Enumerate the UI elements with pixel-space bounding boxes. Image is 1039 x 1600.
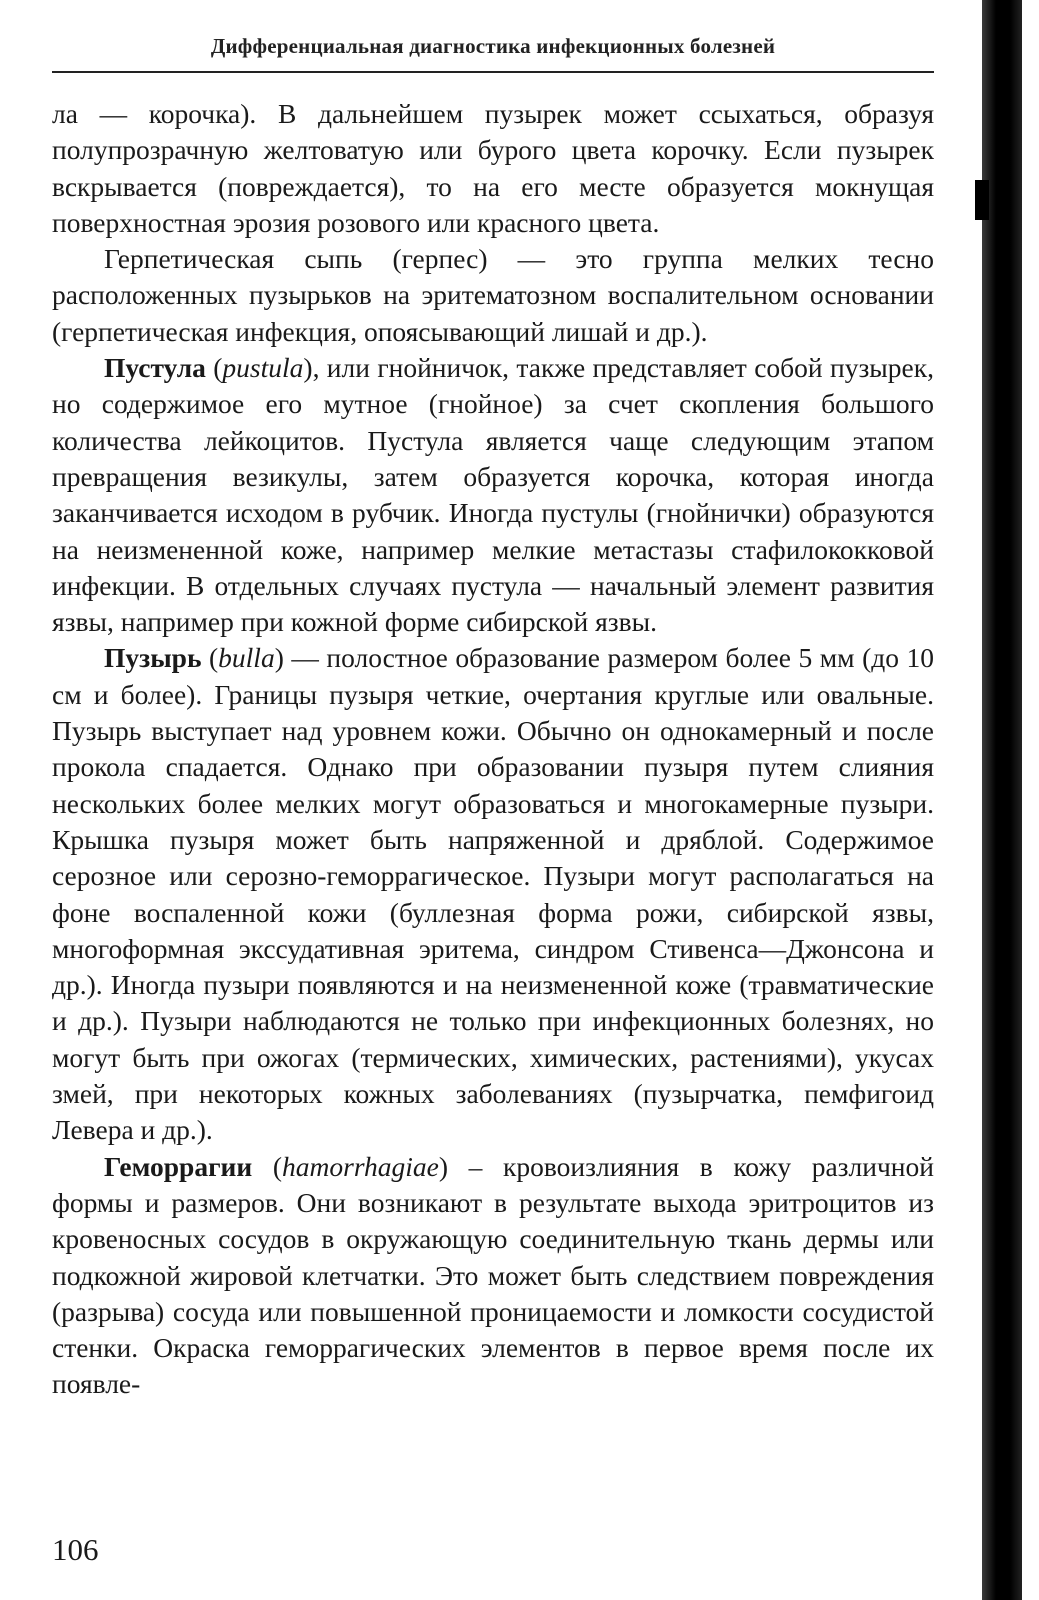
paragraph-hemorrhage bbox=[52, 1149, 934, 1403]
paragraph-text: ) — полостное образование размером более 5 мм (до 10 см и более). Границы пузыря четкие, очертания круглые или овальные. Пузырь выступает над уровнем кожи. Обычно он однокамерный и после прокола спадается. Однако при образовании пузыря путем слияния нескольких более мелких могут образоваться и многокамерные пузыри. Крышка пузыря может быть напряженной и дряблой. Содержимое серозное или серозно-геморрагическое. Пузыри могут располагаться на фоне воспаленной кожи (буллезная форма рожи, сибирской язвы, многоформная экссудативная эритема, синдром Стивенса—Джонсона и др.). Иногда пузыри появляются и на неизмененной коже (травматические и др.). Пузыри наблюдаются не только при инфекционных болезнях, но могут быть при ожогах (термических, химических, растениями), укусах змей, при некоторых кожных заболеваниях (пузырчатка, пемфигоид Левера и др.). bbox=[52, 642, 934, 1146]
paragraph-continued bbox=[52, 96, 934, 241]
paragraph-text: ) – кровоизлияния в кожу различной формы и размеров. Они возникают в результате выхода эритроцитов из кровеносных сосудов в окружающую соединительную ткань дермы или подкожной жировой клетчатки. Это может быть следствием повреждения (разрыва) сосуда или повышенной проницаемости и ломкости сосудистой стенки. Окраска геморрагических элементов в первое время после их появле- bbox=[52, 1150, 934, 1400]
book-spine-notch bbox=[975, 180, 989, 220]
paragraph-text: ( bbox=[201, 642, 219, 674]
latin-term-bulla: bulla bbox=[218, 642, 275, 674]
term-hemorrhage: Геморрагии bbox=[104, 1150, 253, 1182]
term-bulla: Пузырь bbox=[104, 642, 202, 674]
paragraph-herpetic-rash bbox=[52, 241, 934, 350]
page-number: 106 bbox=[52, 1532, 99, 1567]
latin-term-pustula: pustula bbox=[222, 352, 304, 384]
paragraph-bulla bbox=[52, 640, 934, 1148]
running-header: Дифференциальная диагностика инфекционных болезней bbox=[210, 34, 776, 58]
paragraph-text: ( bbox=[252, 1150, 283, 1182]
paragraph-text: ла — корочка). В дальнейшем пузырек может ссыхаться, образуя полупрозрачную желтоватую или бурого цвета корочку. Если пузырек вскрывается (повреждается), то на его месте образуется мокнущая поверхностная эрозия розового или красного цвета. bbox=[52, 98, 934, 238]
term-pustule: Пустула bbox=[104, 352, 206, 384]
paragraph-text: ), или гнойничок, также представляет собой пузырек, но содержимое его мутное (гнойное) за счет скопления большого количества лейкоцитов. Пустула является чаще следующим этапом превращения везикулы, затем образуется корочка, которая иногда заканчивается исходом в рубчик. Иногда пустулы (гнойнички) образуются на неизмененной коже, например мелкие метастазы стафилококковой инфекции. В отдельных случаях пустула — начальный элемент развития язвы, например при кожной форме сибирской язвы. bbox=[52, 352, 934, 638]
book-spine-shadow bbox=[982, 0, 1022, 1600]
paragraph-pustule bbox=[52, 350, 934, 640]
paragraph-text: Герпетическая сыпь (герпес) — это группа мелких тесно расположенных пузырьков на эритематозном воспалительном основании (герпетическая инфекция, опоясывающий лишай и др.). bbox=[52, 243, 934, 347]
header-rule bbox=[52, 71, 934, 73]
body-text bbox=[52, 96, 934, 1403]
paragraph-text: ( bbox=[205, 352, 223, 384]
latin-term-hamorrhagiae: hamorrhagiae bbox=[282, 1150, 439, 1182]
